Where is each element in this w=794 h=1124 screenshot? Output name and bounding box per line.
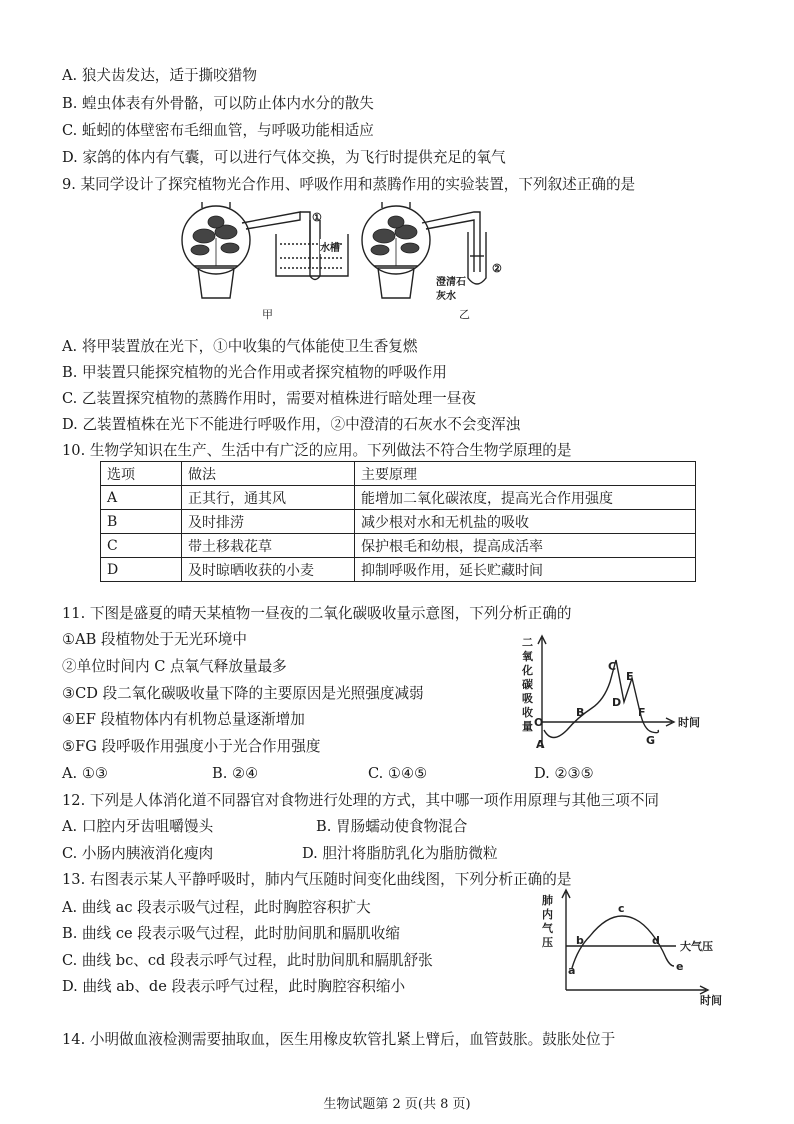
q11-choice-b: B. ②④	[212, 765, 259, 782]
table-cell: D	[101, 558, 182, 582]
q10-table	[100, 461, 696, 582]
q9-caption-yi: 乙	[459, 308, 470, 321]
chart-ylabel-2: 气	[542, 922, 553, 935]
table-cell: 抑制呼吸作用，延长贮藏时间	[355, 558, 696, 582]
table-cell: 保护根毛和幼根，提高成活率	[355, 534, 696, 558]
q8-option-a: A. 狼犬齿发达，适于撕咬猎物	[62, 67, 257, 84]
point-c: c	[618, 902, 625, 915]
chart-ylabel-6: 量	[522, 720, 533, 733]
plant-jia	[191, 216, 239, 266]
q9-stem: 9. 某同学设计了探究植物光合作用、呼吸作用和蒸腾作用的实验装置，下列叙述正确的是	[62, 176, 636, 193]
q8-option-d: D. 家鸽的体内有气囊，可以进行气体交换，为飞行时提供充足的氧气	[62, 149, 506, 166]
table-cell: 及时排涝	[182, 510, 355, 534]
table-row	[101, 558, 696, 582]
table-header-cell: 主要原理	[355, 462, 696, 486]
q13-lung-pressure-chart	[528, 886, 734, 1008]
point-a: a	[568, 964, 576, 977]
q9-apparatus-figure	[172, 198, 512, 316]
q11-statement-2: ②单位时间内 C 点氧气释放量最多	[62, 658, 287, 675]
table-header-row	[101, 462, 696, 486]
chart-ylabel-0: 二	[522, 636, 533, 649]
table-cell: 减少根对水和无机盐的吸收	[355, 510, 696, 534]
table-cell: B	[101, 510, 182, 534]
q12-option-d: D. 胆汁将脂肪乳化为脂肪微粒	[302, 845, 498, 862]
q9-option-c: C. 乙装置探究植物的蒸腾作用时，需要对植株进行暗处理一昼夜	[62, 390, 476, 407]
q11-statement-3: ③CD 段二氧化碳吸收量下降的主要原因是光照强度减弱	[62, 685, 424, 702]
chart-xlabel: 时间	[678, 716, 700, 729]
chart-ylabel-2: 化	[522, 664, 533, 677]
q9-label-water-tank: 水槽	[320, 239, 340, 254]
page-footer: 生物试题第 2 页(共 8 页)	[323, 1097, 471, 1112]
q9-option-d: D. 乙装置植株在光下不能进行呼吸作用，②中澄清的石灰水不会变浑浊	[62, 416, 521, 433]
chart-xlabel: 时间	[700, 994, 722, 1007]
q9-option-a: A. 将甲装置放在光下，①中收集的气体能使卫生香复燃	[62, 338, 418, 355]
table-header-cell: 选项	[101, 462, 182, 486]
q14-stem: 14. 小明做血液检测需要抽取血，医生用橡皮软管扎紧上臂后，血管鼓胀。鼓胀处位于	[62, 1031, 616, 1048]
q9-option-b: B. 甲装置只能探究植物的光合作用或者探究植物的呼吸作用	[62, 364, 447, 381]
point-d: D	[612, 696, 622, 709]
chart-ylabel-0: 肺	[542, 894, 553, 907]
point-a: A	[536, 738, 545, 751]
table-cell: 及时晾晒收获的小麦	[182, 558, 355, 582]
table-row	[101, 486, 696, 510]
point-d: d	[652, 934, 660, 947]
table-row	[101, 510, 696, 534]
q13-stem: 13. 右图表示某人平静呼吸时，肺内气压随时间变化曲线图，下列分析正确的是	[62, 871, 572, 888]
q11-statement-1: ①AB 段植物处于无光环境中	[62, 631, 247, 648]
q11-statement-4: ④EF 段植物体内有机物总量逐渐增加	[62, 711, 305, 728]
q9-label-circle2: ②	[492, 262, 502, 275]
q9-label-circle1: ①	[312, 211, 322, 224]
q11-choice-d: D. ②③⑤	[534, 765, 594, 782]
q11-co2-chart	[512, 630, 722, 760]
q11-choice-c: C. ①④⑤	[368, 765, 428, 782]
q8-option-c: C. 蚯蚓的体壁密布毛细血管，与呼吸功能相适应	[62, 122, 374, 139]
point-c: C	[608, 660, 617, 673]
q13-option-d: D. 曲线 ab、de 段表示呼气过程，此时胸腔容积缩小	[62, 978, 406, 995]
table-cell: 带土移栽花草	[182, 534, 355, 558]
q11-choice-a: A. ①③	[62, 765, 108, 782]
ref-label-atmospheric: 大气压	[680, 940, 713, 953]
q11-stem: 11. 下图是盛夏的晴天某植物一昼夜的二氧化碳吸收量示意图，下列分析正确的	[62, 605, 572, 622]
table-cell: 能增加二氧化碳浓度，提高光合作用强度	[355, 486, 696, 510]
co2-curve	[544, 660, 658, 738]
q9-label-limewater-1: 澄清石	[436, 277, 466, 288]
q12-option-c: C. 小肠内胰液消化瘦肉	[62, 845, 214, 862]
point-g: G	[646, 734, 656, 747]
point-e: E	[626, 670, 634, 683]
q9-label-limewater-2: 灰水	[436, 291, 456, 302]
chart-ylabel-4: 吸	[522, 692, 533, 705]
q11-statement-5: ⑤FG 段呼吸作用强度小于光合作用强度	[62, 738, 321, 755]
q12-stem: 12. 下列是人体消化道不同器官对食物进行处理的方式，其中哪一项作用原理与其他三项不同	[62, 792, 660, 809]
point-e: e	[676, 960, 684, 973]
q13-option-c: C. 曲线 bc、cd 段表示呼气过程，此时肋间肌和膈肌舒张	[62, 952, 433, 969]
point-b: b	[576, 934, 584, 947]
q9-caption-jia: 甲	[262, 308, 273, 321]
table-cell: A	[101, 486, 182, 510]
table-cell: C	[101, 534, 182, 558]
q8-option-b: B. 蝗虫体表有外骨骼，可以防止体内水分的散失	[62, 95, 374, 112]
chart-ylabel-3: 压	[542, 936, 553, 949]
chart-ylabel-3: 碳	[522, 678, 533, 691]
point-origin: O	[534, 716, 544, 729]
chart-ylabel-1: 内	[542, 908, 553, 921]
q10-stem: 10. 生物学知识在生产、生活中有广泛的应用。下列做法不符合生物学原理的是	[62, 442, 572, 459]
chart-ylabel-1: 氧	[522, 650, 533, 663]
plant-yi	[371, 216, 419, 266]
chart-ylabel-5: 收	[522, 706, 533, 719]
table-row	[101, 534, 696, 558]
q13-option-b: B. 曲线 ce 段表示吸气过程，此时肋间肌和膈肌收缩	[62, 925, 400, 942]
q13-option-a: A. 曲线 ac 段表示吸气过程，此时胸腔容积扩大	[62, 899, 371, 916]
q12-option-b: B. 胃肠蠕动使食物混合	[316, 818, 468, 835]
point-b: B	[576, 706, 585, 719]
table-header-cell: 做法	[182, 462, 355, 486]
point-f: F	[638, 706, 646, 719]
q12-option-a: A. 口腔内牙齿咀嚼馒头	[62, 818, 214, 835]
table-cell: 正其行，通其风	[182, 486, 355, 510]
